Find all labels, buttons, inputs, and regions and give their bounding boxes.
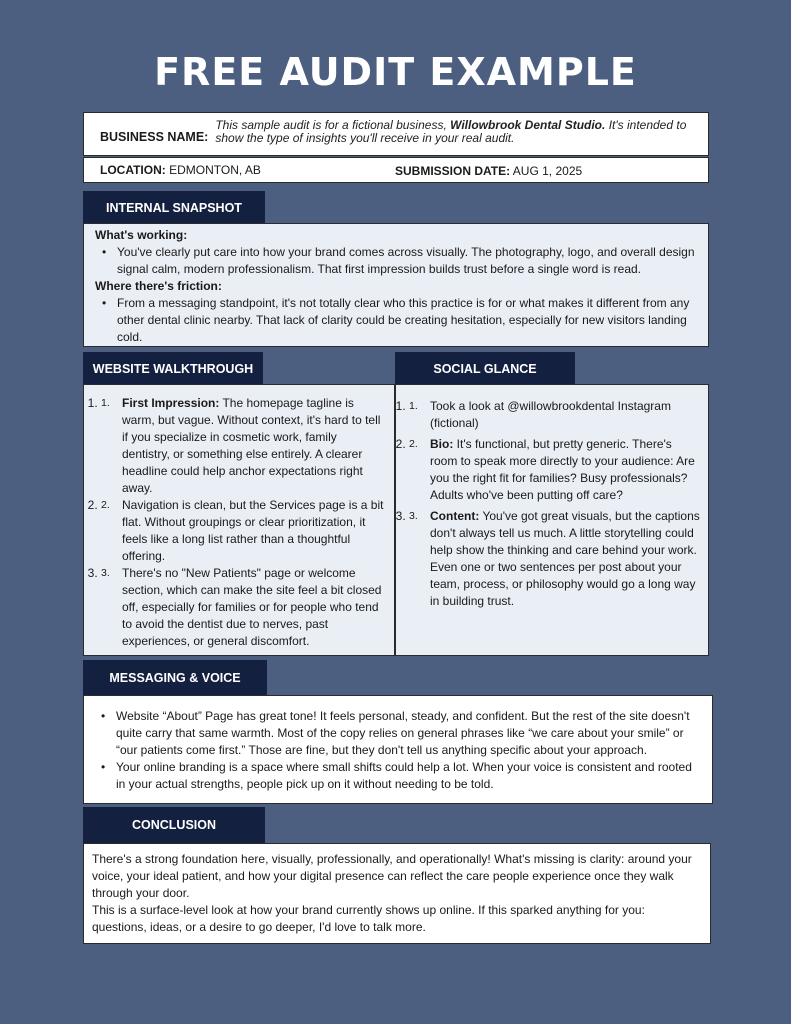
- list-item: • Website “About” Page has great tone! It feels personal, steady, and confident. But the rest of the site doesn't quite carry that same warmth. Most of the copy relies on general phrases like “we care about your smile” or “our patients come first.” Those are fine, but they don't tell us anything specific about your approach.: [94, 708, 702, 759]
- item-text: There's no "New Patients" page or welcome section, which can make the site feel a bit closed off, especially for families or for people who tend to avoid the dentist due to nerves, past experiences, or general discomfort.: [122, 566, 382, 648]
- location-row: [83, 157, 709, 183]
- list-item: [409, 398, 700, 432]
- item-bold: Bio:: [430, 437, 454, 451]
- item-text: Took a look at @willowbrookdental Instagram (fictional): [430, 399, 671, 430]
- conclusion-paragraph: This is a surface-level look at how your brand currently shows up online. If this sparked anything for you: questions, ideas, or a desire to go deeper, I'd love to talk more.: [92, 903, 645, 934]
- item-text: Navigation is clean, but the Services page is a bit flat. Without groupings or clear prioritization, it feels like a long list rather than a thoughtful offering.: [122, 498, 384, 563]
- business-name-row: [83, 112, 709, 156]
- list-number: 1. 1.: [101, 397, 110, 409]
- location-label: LOCATION:: [100, 163, 166, 177]
- business-name: Willowbrook Dental Studio.: [450, 118, 606, 132]
- list-item: • From a messaging standpoint, it's not totally clear who this practice is for or what makes it different from any other dental clinic nearby. That lack of clarity could be creating hesitation, especially for new visitors landing cold.: [95, 295, 696, 346]
- list-item: [101, 395, 386, 497]
- list-item: [409, 436, 700, 504]
- conclusion-section: [83, 843, 711, 944]
- submission-date: [395, 164, 582, 178]
- website-walkthrough-tag: WEBSITE WALKTHROUGH: [83, 352, 263, 385]
- submission-date-label: SUBMISSION DATE:: [395, 164, 511, 178]
- list-number: 2. 2.: [101, 499, 110, 511]
- messaging-voice-section: [83, 695, 713, 804]
- website-list: [101, 395, 386, 650]
- friction-list: [95, 295, 696, 346]
- item-text: The homepage tagline is warm, but vague. Without context, it's hard to tell if you specialize in cosmetic work, family dentistry, or something else entirely. A clearer headline could help anchor expectations right away.: [122, 396, 381, 495]
- social-glance-tag: SOCIAL GLANCE: [395, 352, 575, 385]
- internal-snapshot-section: [83, 223, 709, 347]
- list-item: [101, 565, 386, 650]
- list-item: • Your online branding is a space where small shifts could help a lot. When your voice is consistent and rooted in your actual strengths, people pick up on it without needing to be told.: [94, 759, 702, 793]
- messaging-list: [94, 708, 702, 793]
- business-text-before: This sample audit is for a fictional business,: [215, 118, 451, 132]
- item-text: You've got great visuals, but the captions don't always tell us much. A little storytelling could help show the thinking and care behind your work. Even one or two sentences per post about your team, process, or philosophy would go a long way in building trust.: [430, 509, 700, 608]
- page-title: FREE AUDIT EXAMPLE: [154, 50, 637, 94]
- item-bold: Content:: [430, 509, 480, 523]
- business-description: [215, 119, 698, 155]
- list-number: 2. 2.: [409, 438, 418, 450]
- working-heading: What's working:: [95, 228, 188, 242]
- item-bold: First Impression:: [122, 396, 220, 410]
- submission-date-value: AUG 1, 2025: [510, 164, 583, 178]
- item-text: It's functional, but pretty generic. There's room to speak more directly to your audience: Are you the right fit for families? Busy professionals? Adults who've been putting off care?: [430, 437, 695, 502]
- business-text-after: It's intended to show the type of insights you'll receive in your real audit.: [215, 118, 687, 145]
- list-item: • You've clearly put care into how your brand comes across visually. The photography, logo, and overall design signal calm, modern professionalism. That first impression builds trust before a single word is read.: [95, 244, 696, 278]
- working-list: [95, 244, 696, 278]
- friction-heading: Where there's friction:: [95, 279, 222, 293]
- business-name-label: BUSINESS NAME:: [100, 130, 209, 144]
- website-walkthrough-section: [83, 384, 395, 656]
- list-item: [409, 508, 700, 610]
- conclusion-paragraph: There's a strong foundation here, visually, professionally, and operationally! What's missing is clarity: around your voice, your ideal patient, and how your digital presence can reflect the care people experience once they walk through your door.: [92, 852, 692, 900]
- social-list: [409, 398, 700, 610]
- list-number: 3. 3.: [409, 510, 418, 522]
- social-glance-section: [395, 384, 709, 656]
- internal-snapshot-tag: INTERNAL SNAPSHOT: [83, 191, 265, 224]
- conclusion-tag: CONCLUSION: [83, 807, 265, 843]
- location: [100, 163, 261, 177]
- list-number: 1. 1.: [409, 400, 418, 412]
- list-number: 3. 3.: [101, 567, 110, 579]
- location-value: EDMONTON, AB: [165, 163, 261, 177]
- list-item: [101, 497, 386, 565]
- messaging-voice-tag: MESSAGING & VOICE: [83, 660, 267, 695]
